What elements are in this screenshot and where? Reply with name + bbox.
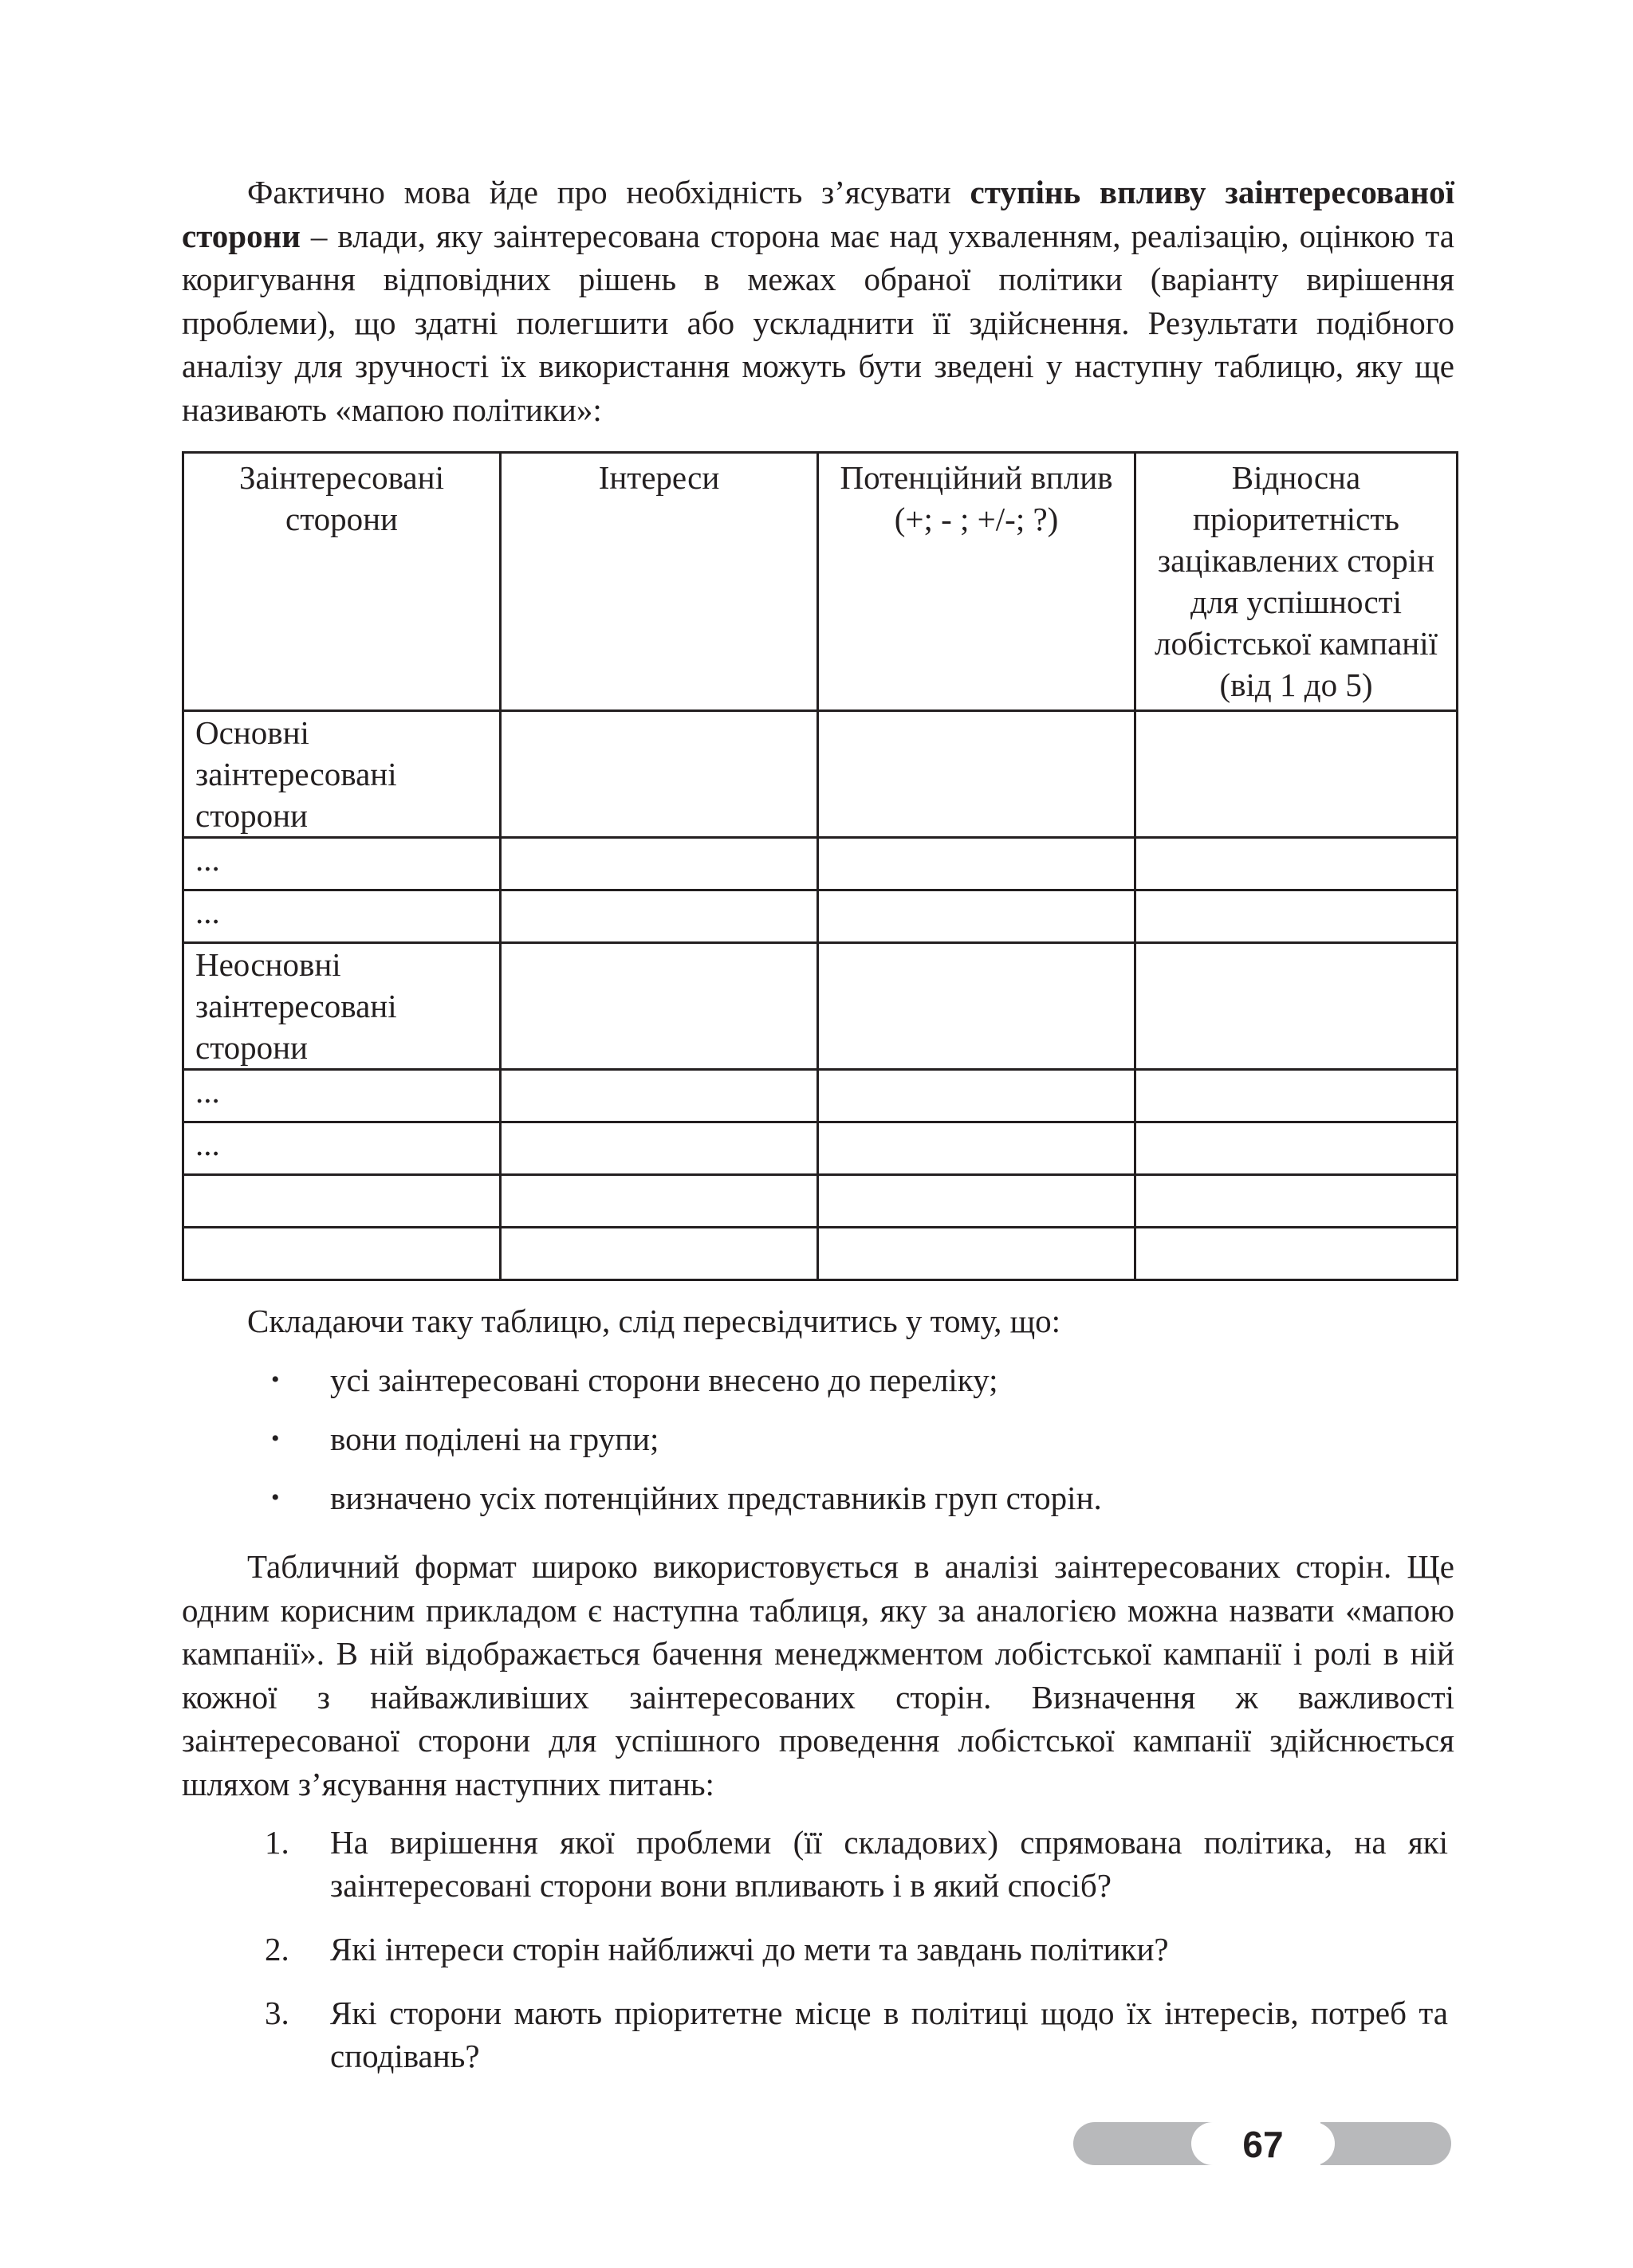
row-label-empty xyxy=(183,1175,501,1228)
bullet-icon: • xyxy=(271,1484,280,1511)
table-cell xyxy=(501,890,818,943)
table-cell xyxy=(501,1122,818,1175)
list-item xyxy=(182,1358,1454,1401)
table-row xyxy=(183,943,1458,1070)
table-cell xyxy=(818,1122,1135,1175)
list-item-text: визначено усіх потенційних представників груп сторін. xyxy=(330,1480,1102,1516)
header-stakeholders: Заінтересовані сторони xyxy=(183,453,501,711)
table-cell xyxy=(818,1228,1135,1280)
question-text: На вирішення якої проблеми (її складових) спрямована політика, на які заінтересовані сторони вони впливають і в який спосіб? xyxy=(330,1824,1448,1904)
table-row xyxy=(183,1228,1458,1280)
question-text: Які сторони мають пріоритетне місце в політиці щодо їх інтересів, потреб та сподівань? xyxy=(330,1995,1448,2074)
page-number: 67 xyxy=(1242,2124,1284,2165)
header-relative-priority: Відносна пріоритетність зацікавлених сторін для успішності лобістської кампанії (від 1 до 5) xyxy=(1135,453,1458,711)
header-interests: Інтереси xyxy=(501,453,818,711)
row-label-ellipsis: ... xyxy=(183,1070,501,1122)
table-cell xyxy=(501,1228,818,1280)
list-item xyxy=(182,1417,1454,1460)
table-cell xyxy=(1135,838,1458,890)
table-format-paragraph: Табличний формат широко використовується в аналізі заінтересованих сторін. Ще одним корисним прикладом є наступна таблиця, яку за аналогією можна назвати «мапою кампанії». В ній відображається бачення менеджментом лобістської кампанії і ролі в ній кожної з найважливіших заінтересованих сторін. Визначення ж важливості заінтересованої сторони для успішного проведення лобістської кампанії здійснюється шляхом з’ясування наступних питань: xyxy=(182,1548,1454,1802)
page-number-bar xyxy=(1073,2122,1451,2165)
table-cell xyxy=(1135,1175,1458,1228)
list-item-text: вони поділені на групи; xyxy=(330,1421,659,1457)
header-potential-influence: Потенційний вплив (+; - ; +/-; ?) xyxy=(818,453,1135,711)
list-item xyxy=(182,1991,1454,2077)
table-cell xyxy=(818,1175,1135,1228)
table-header-row xyxy=(183,453,1458,711)
row-label-ellipsis: ... xyxy=(183,890,501,943)
questions-list xyxy=(182,1821,1454,2098)
table-cell xyxy=(501,711,818,838)
question-number: 1. xyxy=(265,1824,289,1861)
policy-map-table xyxy=(182,451,1458,1281)
table-row xyxy=(183,1122,1458,1175)
row-label-secondary-stakeholders: Неосновні заінтересовані сторони xyxy=(183,943,501,1070)
table-cell xyxy=(818,890,1135,943)
question-number: 3. xyxy=(265,1995,289,2031)
table-cell xyxy=(818,711,1135,838)
table-cell xyxy=(501,838,818,890)
row-label-empty xyxy=(183,1228,501,1280)
table-cell xyxy=(1135,1070,1458,1122)
intro-paragraph xyxy=(182,171,1454,431)
table-cell xyxy=(1135,1122,1458,1175)
intro-text-start: Фактично мова йде про необхідність з’ясувати xyxy=(247,174,970,210)
table-cell xyxy=(501,1070,818,1122)
checklist-intro: Складаючи таку таблицю, слід пересвідчитись у тому, що: xyxy=(247,1303,1061,1339)
table-row xyxy=(183,1070,1458,1122)
table-cell xyxy=(818,838,1135,890)
list-item xyxy=(182,1476,1454,1519)
list-item xyxy=(182,1928,1454,1971)
table-cell xyxy=(1135,890,1458,943)
question-number: 2. xyxy=(265,1931,289,1967)
page-bar-right xyxy=(1320,2122,1451,2165)
row-label-ellipsis: ... xyxy=(183,838,501,890)
table-cell xyxy=(818,943,1135,1070)
bullet-icon: • xyxy=(271,1425,280,1452)
table-row xyxy=(183,838,1458,890)
table-row xyxy=(183,1175,1458,1228)
table-cell xyxy=(501,943,818,1070)
list-item xyxy=(182,1821,1454,1907)
row-label-ellipsis: ... xyxy=(183,1122,501,1175)
table-cell xyxy=(1135,1228,1458,1280)
table-row xyxy=(183,711,1458,838)
intro-text-end: – влади, яку заінтересована сторона має над ухваленням, реалізацію, оцінкою та коригування відповідних рішень в межах обраної політики (варіанту вирішення проблеми), що здатні полегшити або ускладнити її здійснення. Результати подібного аналізу для зручності їх використання можуть бути зведені у наступну таблицю, яку ще називають «мапою політики»: xyxy=(182,217,1454,428)
checklist-list xyxy=(182,1358,1454,1535)
table-cell xyxy=(818,1070,1135,1122)
table-cell xyxy=(1135,711,1458,838)
table-row xyxy=(183,890,1458,943)
table-cell xyxy=(501,1175,818,1228)
question-text: Які інтереси сторін найближчі до мети та завдань політики? xyxy=(330,1931,1169,1967)
intro-bold-term: ступінь впливу заінтересованої сторони xyxy=(182,174,1455,254)
table-cell xyxy=(1135,943,1458,1070)
row-label-primary-stakeholders: Основні заінтересовані сторони xyxy=(183,711,501,838)
list-item-text: усі заінтересовані сторони внесено до переліку; xyxy=(330,1362,998,1398)
bullet-icon: • xyxy=(271,1366,280,1393)
